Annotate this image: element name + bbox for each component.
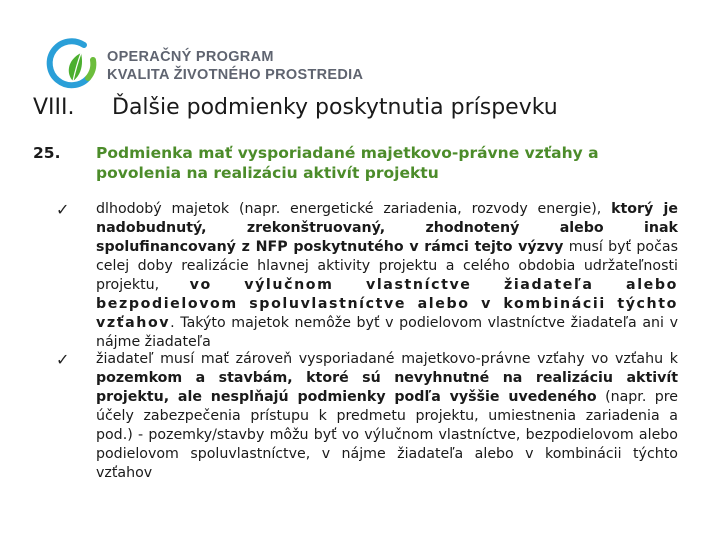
section-title: Podmienka mať vysporiadané majetkovo-právne vzťahy a povolenia na realizáciu aktivít projektu bbox=[96, 144, 599, 182]
item-1-part-5: vo výlučnom vlastníctve žiadateľa alebo bezpodielovom spoluvlastníctve alebo v kombinácii týchto vzťahov bbox=[96, 277, 679, 331]
item-1-part-6: . Takýto majetok nemôže byť v podielovom vlastníctve žiadateľa ani v nájme žiadateľa bbox=[96, 315, 678, 350]
logo-emblem-icon bbox=[44, 36, 100, 92]
logo-arc-blue bbox=[50, 41, 88, 85]
checkmark-bullet-icon: ✓ bbox=[56, 350, 70, 369]
item-1-part-3: ktorý je nadobudnutý, zrekonštruovaný, zhodnotený alebo inak spolufinancovaný z NFP poskytnutého v rámci tejto výzvy bbox=[96, 201, 678, 255]
logo-text bbox=[107, 48, 363, 84]
item-1-part-4: musí byť počas celej doby realizácie hlavnej aktivity projektu a celého obdobia udržateľnosti projektu, bbox=[96, 239, 678, 293]
checkmark-bullet-icon: ✓ bbox=[56, 200, 70, 219]
logo-line-2: KVALITA ŽIVOTNÉHO PROSTREDIA bbox=[107, 67, 364, 83]
item-1-part-1: dlhodobý majetok bbox=[96, 201, 230, 217]
item-2-part-3: (napr. pre účely zabezpečenia prístupu k predmetu projektu, umiestnenia zariadenia a pod.) - pozemky/stavby môžu byť vo výlučnom vlastníctve, bezpodielovom alebo podielovom spoluvlastníctve, v nájme žiadateľa alebo v kombinácii týchto vzťahov bbox=[96, 389, 678, 481]
heading-title: Ďalšie podmienky poskytnutia príspevku bbox=[112, 95, 558, 120]
list-item-1-text bbox=[96, 200, 678, 352]
item-1-part-2: (napr. energetické zariadenia, rozvody energie), bbox=[229, 201, 612, 217]
logo-arc-green bbox=[88, 60, 93, 78]
item-2-part-2: pozemkom a stavbám, ktoré sú nevyhnutné na realizáciu aktivít projektu, ale nesplňajú podmienky podľa vyššie uvedeného bbox=[96, 370, 678, 405]
item-2-part-1: žiadateľ musí mať zároveň vysporiadané majetkovo-právne vzťahy vo vzťahu k bbox=[96, 351, 678, 367]
program-logo bbox=[44, 36, 374, 92]
heading-number: VIII. bbox=[33, 95, 75, 120]
list-item-2-text bbox=[96, 350, 678, 483]
section-number: 25. bbox=[33, 144, 61, 162]
logo-line-1: OPERAČNÝ PROGRAM bbox=[107, 49, 274, 65]
